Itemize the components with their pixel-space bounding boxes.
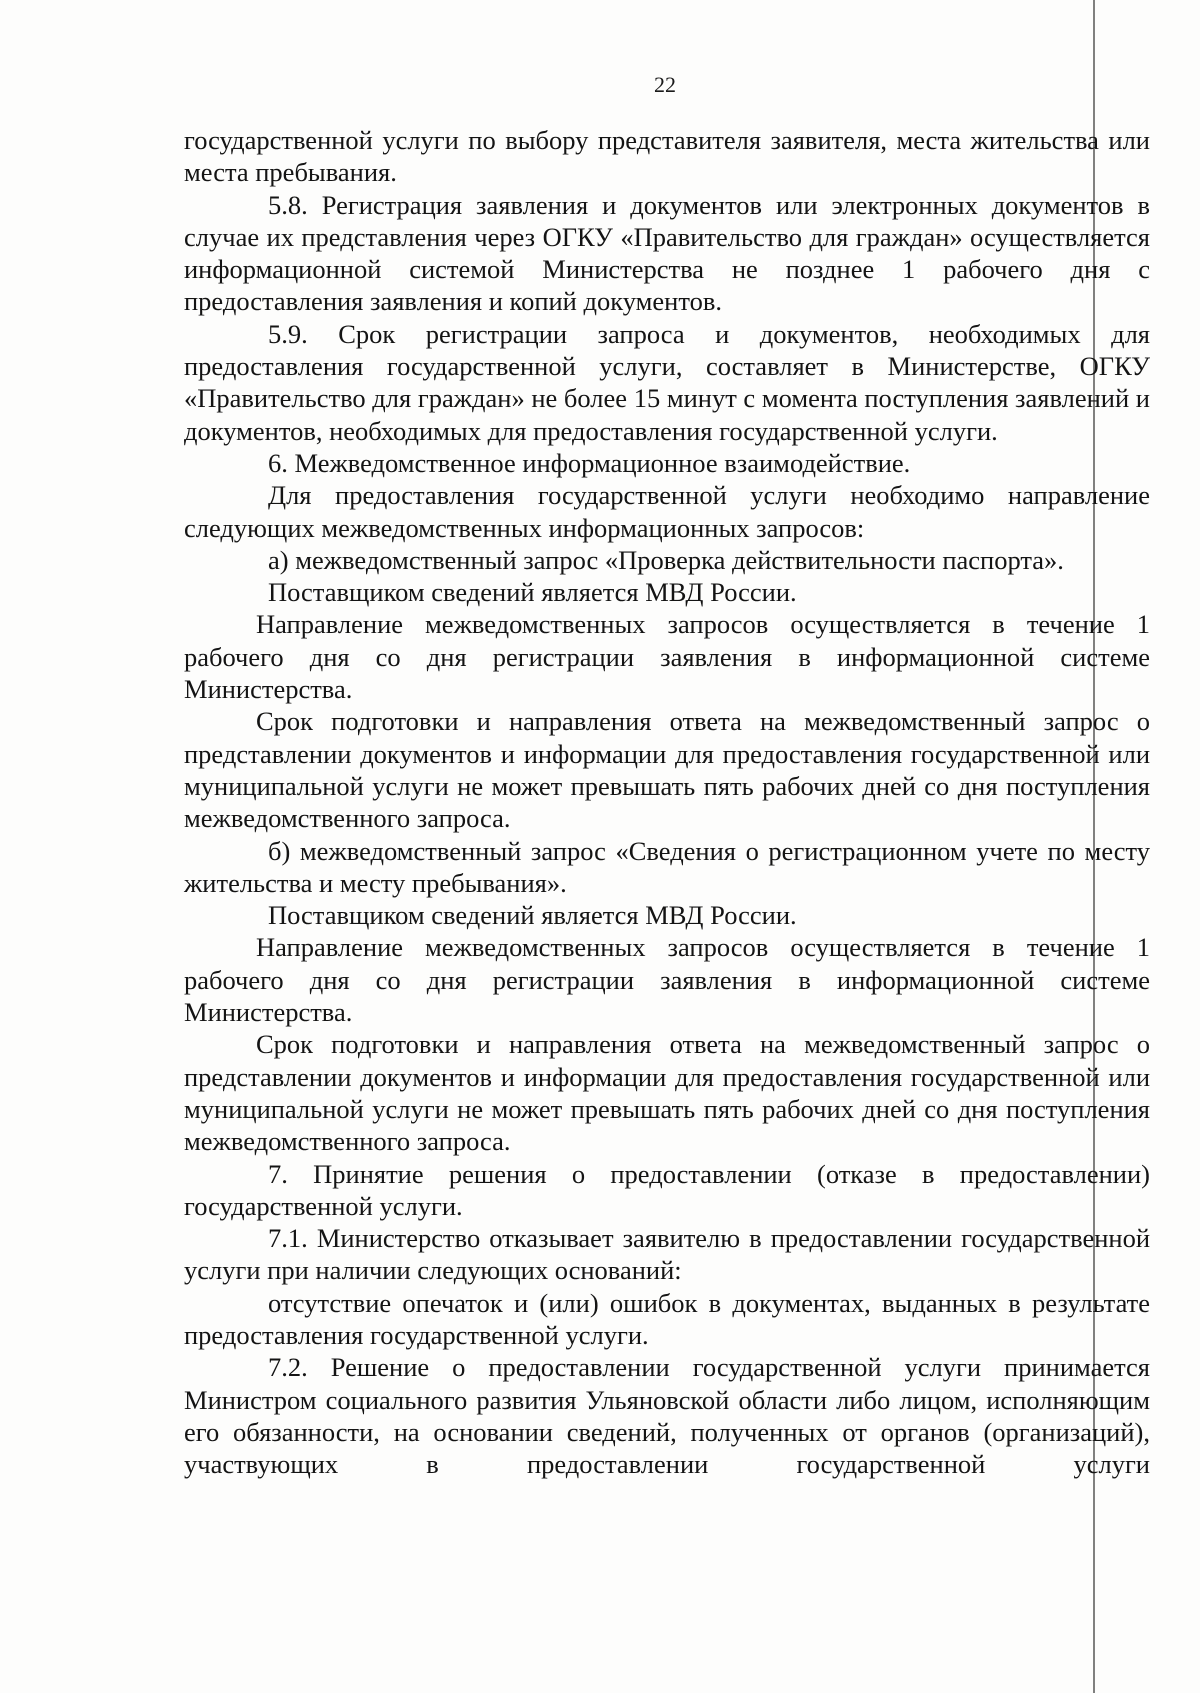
section-heading: 7. Принятие решения о предоставлении (отказе в предоставлении) государственной услуги. bbox=[184, 1158, 1150, 1221]
paragraph: 7.2. Решение о предоставлении государственной услуги принимается Министром социального развития Ульяновской области либо лицом, исполняющим его обязанности, на основании сведений, полученных от органов (организаций), участвующих в предоставлении государственной услуги bbox=[184, 1352, 1150, 1480]
paragraph: Срок подготовки и направления ответа на межведомственный запрос о представлении документов и информации для предоставления государственной или муниципальной услуги не может превышать пять рабочих дней со дня поступления межведомственного запроса. bbox=[184, 706, 1150, 834]
paragraph: Поставщиком сведений является МВД России. bbox=[268, 577, 797, 608]
list-item: а) межведомственный запрос «Проверка действительности паспорта». bbox=[268, 544, 1064, 575]
paragraph: отсутствие опечаток и (или) ошибок в документах, выданных в результате предоставления государственной услуги. bbox=[184, 1287, 1150, 1350]
page-number: 22 bbox=[654, 72, 676, 97]
paragraph: Срок подготовки и направления ответа на межведомственный запрос о представлении документов и информации для предоставления государственной или муниципальной услуги не может превышать пять рабочих дней со дня поступления межведомственного запроса. bbox=[184, 1029, 1150, 1157]
paragraph: 5.9. Срок регистрации запроса и документов, необходимых для предоставления государственной услуги, составляет в Министерстве, ОГКУ «Правительство для граждан» не более 15 минут с момента поступления заявлений и документов, необходимых для предоставления государственной услуги. bbox=[184, 318, 1150, 446]
paragraph: Направление межведомственных запросов осуществляется в течение 1 рабочего дня со дня регистрации заявления в информационной системе Министерства. bbox=[184, 932, 1150, 1028]
section-heading: 6. Межведомственное информационное взаимодействие. bbox=[268, 447, 911, 478]
paragraph: 7.1. Министерство отказывает заявителю в предоставлении государственной услуги при наличии следующих оснований: bbox=[184, 1223, 1150, 1286]
paragraph: Направление межведомственных запросов осуществляется в течение 1 рабочего дня со дня регистрации заявления в информационной системе Министерства. bbox=[184, 609, 1150, 705]
paragraph: 5.8. Регистрация заявления и документов или электронных документов в случае их представления через ОГКУ «Правительство для граждан» осуществляется информационной системой Министерства не позднее 1 рабочего дня с предоставления заявления и копий документов. bbox=[184, 189, 1150, 317]
paragraph: Поставщиком сведений является МВД России. bbox=[268, 900, 797, 931]
document-body bbox=[184, 124, 1150, 1480]
paragraph: государственной услуги по выбору представителя заявителя, места жительства или места пребывания. bbox=[184, 125, 1150, 188]
paragraph: Для предоставления государственной услуги необходимо направление следующих межведомственных информационных запросов: bbox=[184, 480, 1150, 543]
list-item: б) межведомственный запрос «Сведения о регистрационном учете по месту жительства и месту пребывания». bbox=[184, 835, 1150, 898]
